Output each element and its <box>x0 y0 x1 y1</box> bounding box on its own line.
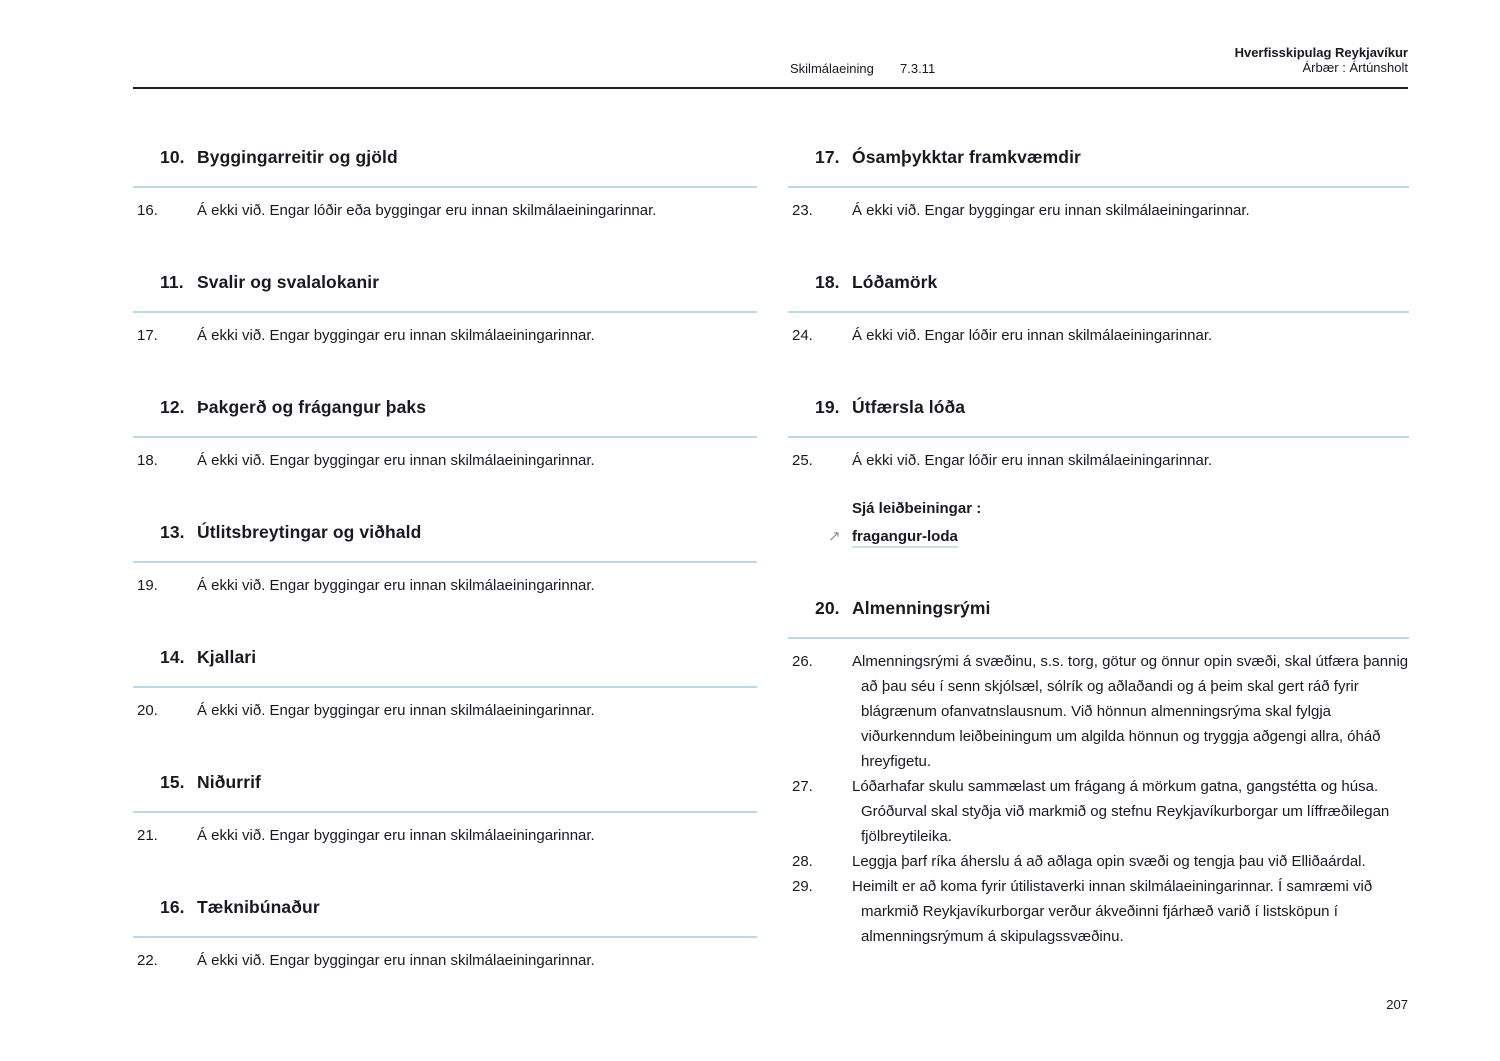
section-sam-ykktar-framkv-mdir <box>788 146 1409 223</box>
section-number: 19. <box>815 397 840 417</box>
guidance-link-fragangur-loda[interactable]: fragangur-loda <box>852 528 958 548</box>
section-title: Útfærsla lóða <box>852 397 966 417</box>
section-almenningsr-mi <box>788 597 1409 949</box>
section-heading <box>133 521 757 544</box>
header-unit-code: 7.3.11 <box>900 61 936 76</box>
section-divider <box>788 637 1409 639</box>
header-right-block <box>1235 45 1408 75</box>
clause-row <box>788 198 1409 223</box>
section-divider <box>133 811 757 813</box>
section-heading <box>133 771 757 794</box>
clause-row <box>788 448 1409 473</box>
clause-row <box>133 198 757 223</box>
section-number: 16. <box>160 897 185 917</box>
clause-number: 25. <box>792 452 813 469</box>
section-number: 20. <box>815 598 840 618</box>
clause-text: Á ekki við. Engar lóðir eru innan skilmálaeiningarinnar. <box>852 327 1213 344</box>
clause-text: Lóðarhafar skulu sammælast um frágang á mörkum gatna, gangstétta og húsa. Gróðurval skal styðja við markmið og stefnu Reykjavíkurborgar um líffræðilegan fjölbreytileika. <box>852 778 1390 845</box>
section-heading <box>133 896 757 919</box>
section-heading <box>788 396 1409 419</box>
page-number: 207 <box>1386 997 1408 1012</box>
section-svalir-og-svalalokanir <box>133 271 757 348</box>
section-number: 12. <box>160 397 185 417</box>
section-title: Þakgerð og frágangur þaks <box>197 397 427 417</box>
section-divider <box>788 436 1409 438</box>
section-t-knib-na-ur <box>133 896 757 973</box>
section-number: 15. <box>160 772 185 792</box>
section-title: Byggingarreitir og gjöld <box>197 147 398 167</box>
clause-row <box>788 874 1409 949</box>
section-byggingarreitir-og-gj-ld <box>133 146 757 223</box>
section-heading <box>133 396 757 419</box>
section-divider <box>133 561 757 563</box>
section-divider <box>133 186 757 188</box>
clause-row <box>133 573 757 598</box>
clause-number: 22. <box>137 952 158 969</box>
clause-number: 20. <box>137 702 158 719</box>
clause-text: Á ekki við. Engar byggingar eru innan skilmálaeiningarinnar. <box>852 202 1250 219</box>
section-l-am-rk <box>788 271 1409 348</box>
section-divider <box>788 186 1409 188</box>
clause-text: Á ekki við. Engar byggingar eru innan skilmálaeiningarinnar. <box>197 702 595 719</box>
section-kjallari <box>133 646 757 723</box>
right-column <box>788 146 1409 997</box>
clause-text: Á ekki við. Engar lóðir eða byggingar eru innan skilmálaeiningarinnar. <box>197 202 657 219</box>
section-akger-og-fr-gangur-aks <box>133 396 757 473</box>
clause-row <box>788 649 1409 774</box>
clause-text: Heimilt er að koma fyrir útilistaverki innan skilmálaeiningarinnar. Í samræmi við markmið Reykjavíkurborgar verður ákveðinni fjárhæð varið í listsköpun í almenningsrýmum á skipulagssvæðinu. <box>852 878 1373 945</box>
guidance-label: Sjá leiðbeiningar : <box>852 500 982 517</box>
section-number: 13. <box>160 522 185 542</box>
clause-row <box>133 323 757 348</box>
section-tlitsbreytingar-og-vi-hald <box>133 521 757 598</box>
clause-text: Á ekki við. Engar byggingar eru innan skilmálaeiningarinnar. <box>197 952 595 969</box>
section-divider <box>133 936 757 938</box>
section-heading <box>788 271 1409 294</box>
section-divider <box>133 686 757 688</box>
section-divider <box>133 436 757 438</box>
clause-text: Almenningsrými á svæðinu, s.s. torg, götur og önnur opin svæði, skal útfæra þannig að þau séu í senn skjólsæl, sólrík og aðlaðandi og á þeim skal gert ráð fyrir blágrænum ofanvatnslausnum. Við hönnun almenningsrýma skal fylgja viðurkenndum leiðbeiningum um algilda hönnun og tryggja aðgengi allra, óháð hreyfigetu. <box>852 653 1409 770</box>
guidance-block <box>788 496 1409 549</box>
section-ni-urrif <box>133 771 757 848</box>
clause-number: 27. <box>792 778 813 795</box>
section-title: Kjallari <box>197 647 257 667</box>
clause-row <box>788 774 1409 849</box>
clause-number: 19. <box>137 577 158 594</box>
clause-text: Á ekki við. Engar byggingar eru innan skilmálaeiningarinnar. <box>197 452 595 469</box>
clause-number: 28. <box>792 853 813 870</box>
clause-row <box>788 849 1409 874</box>
section-title: Útlitsbreytingar og viðhald <box>197 522 422 542</box>
clause-row <box>133 823 757 848</box>
left-column <box>133 146 757 1021</box>
clause-number: 17. <box>137 327 158 344</box>
section-number: 14. <box>160 647 185 667</box>
clause-text: Á ekki við. Engar byggingar eru innan skilmálaeiningarinnar. <box>197 827 595 844</box>
clause-number: 18. <box>137 452 158 469</box>
section-title: Ósamþykktar framkvæmdir <box>852 147 1081 167</box>
section-title: Tæknibúnaður <box>197 897 320 917</box>
clause-row <box>788 323 1409 348</box>
section-tf-rsla-l-a <box>788 396 1409 549</box>
header-unit-label: Skilmálaeining <box>790 61 874 76</box>
clause-row <box>133 448 757 473</box>
section-heading <box>788 597 1409 620</box>
clause-number: 26. <box>792 653 813 670</box>
clause-number: 21. <box>137 827 158 844</box>
section-number: 18. <box>815 272 840 292</box>
section-title: Almenningsrými <box>852 598 991 618</box>
section-divider <box>133 311 757 313</box>
clause-text: Á ekki við. Engar lóðir eru innan skilmálaeiningarinnar. <box>852 452 1213 469</box>
clause-row <box>133 948 757 973</box>
clause-number: 24. <box>792 327 813 344</box>
document-title: Hverfisskipulag Reykjavíkur <box>1234 45 1408 60</box>
section-number: 17. <box>815 147 840 167</box>
section-heading <box>788 146 1409 169</box>
section-divider <box>788 311 1409 313</box>
clause-number: 16. <box>137 202 158 219</box>
clause-row <box>133 698 757 723</box>
clause-text: Á ekki við. Engar byggingar eru innan skilmálaeiningarinnar. <box>197 577 595 594</box>
clause-number: 29. <box>792 878 813 895</box>
section-heading <box>133 146 757 169</box>
section-title: Lóðamörk <box>852 272 938 292</box>
section-number: 11. <box>160 272 184 292</box>
section-heading <box>133 271 757 294</box>
section-heading <box>133 646 757 669</box>
guidance-link-row <box>828 524 1409 549</box>
header-divider <box>133 87 1408 89</box>
clause-text: Á ekki við. Engar byggingar eru innan skilmálaeiningarinnar. <box>197 327 595 344</box>
section-title: Niðurrif <box>197 772 261 792</box>
document-subtitle: Árbær : Ártúnsholt <box>1302 60 1408 75</box>
clause-number: 23. <box>792 202 813 219</box>
section-number: 10. <box>160 147 185 167</box>
arrow-up-right-icon: ↗ <box>828 528 841 545</box>
section-title: Svalir og svalalokanir <box>197 272 380 292</box>
clause-text: Leggja þarf ríka áherslu á að aðlaga opin svæði og tengja þau við Elliðaárdal. <box>852 853 1366 870</box>
